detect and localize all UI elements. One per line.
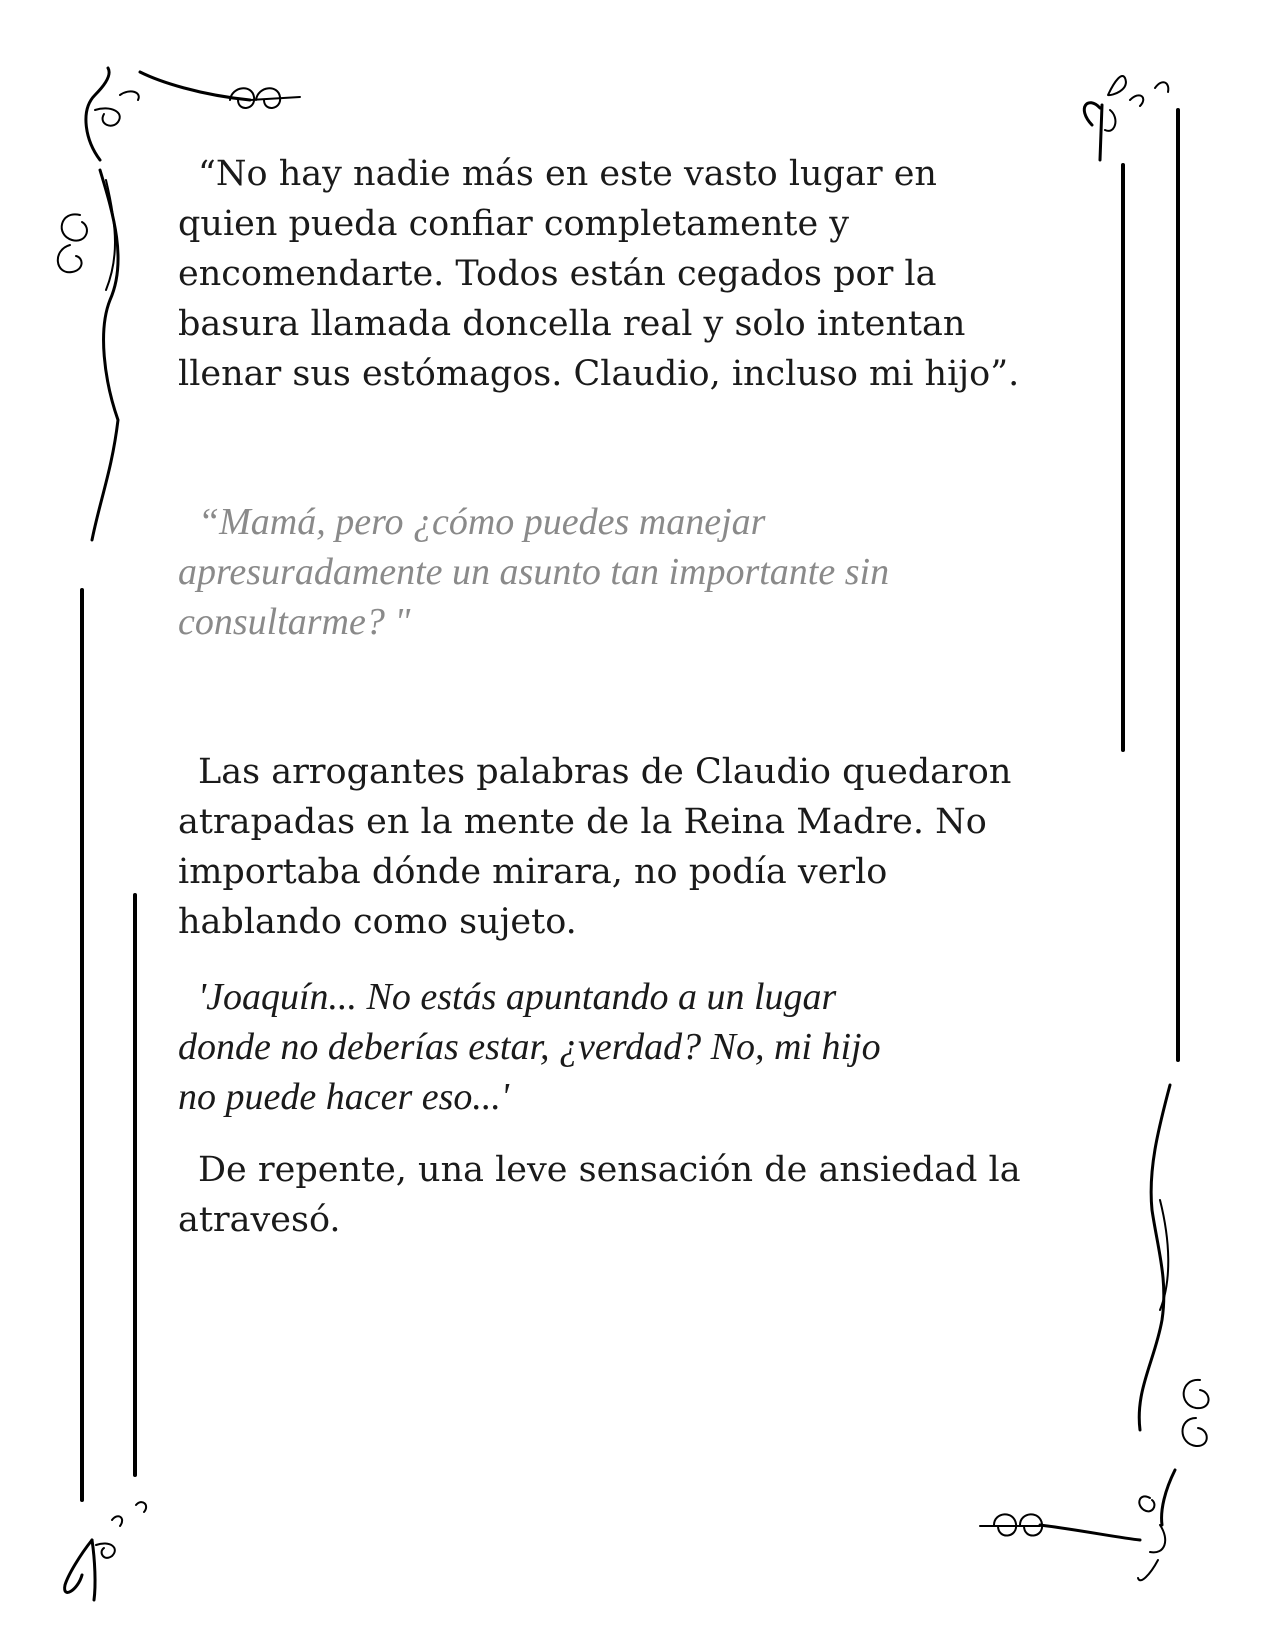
paragraph-queen-speech: “No hay nadie más en este vasto lugar en quien pueda confiar completamente y encomendarte. Todos están cegados por la basura llamada doncella real y solo intentan llenar sus estómagos. Claudio, incluso mi hijo”.	[178, 154, 1020, 394]
corner-flourish-bottom-left-icon	[65, 1502, 146, 1600]
paragraph-claudio-memory: “Mamá, pero ¿cómo puedes manejar apresuradamente un asunto tan importante sin consultarme? "	[178, 501, 890, 643]
paragraph-thought-joaquin: 'Joaquín... No estás apuntando a un lugar donde no deberías estar, ¿verdad? No, mi hijo no puede hacer eso...'	[178, 976, 881, 1118]
corner-flourish-top-right-icon	[1084, 76, 1168, 160]
paragraph-narration-anxiety: De repente, una leve sensación de ansiedad la atravesó.	[178, 1150, 1021, 1240]
paragraph-narration-arrogant-words: Las arrogantes palabras de Claudio quedaron atrapadas en la mente de la Reina Madre. No importaba dónde mirara, no podía verlo hablando como sujeto.	[178, 752, 1012, 942]
